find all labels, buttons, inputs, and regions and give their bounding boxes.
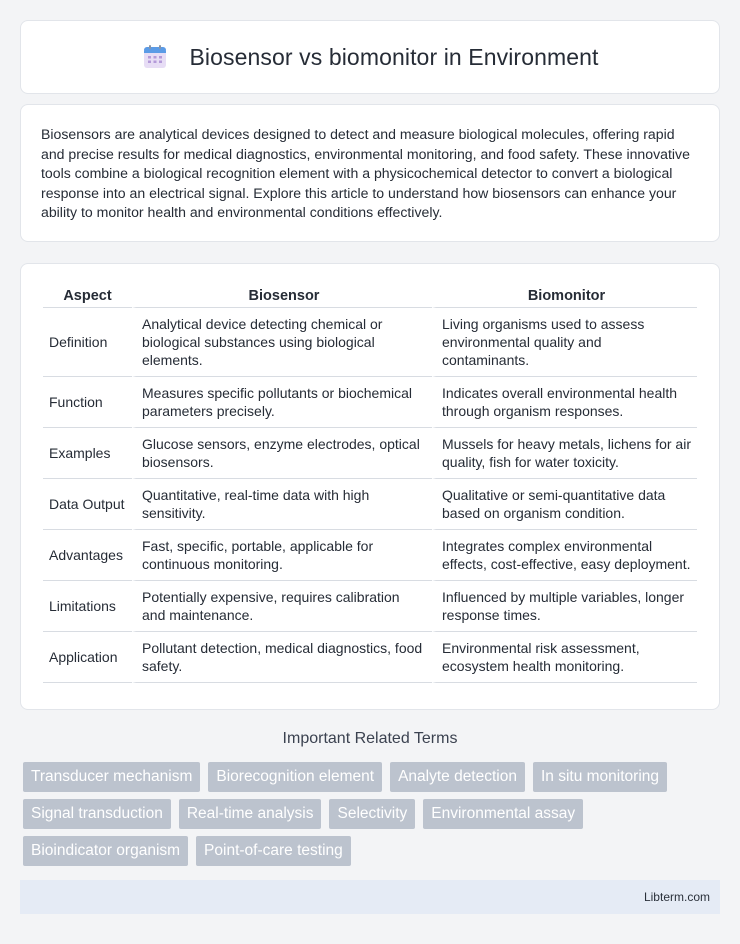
tag-real-time-analysis[interactable]: Real-time analysis xyxy=(179,799,322,829)
tag-biorecognition-element[interactable]: Biorecognition element xyxy=(208,762,382,792)
title-wrap xyxy=(141,43,598,71)
page-title: Biosensor vs biomonitor in Environment xyxy=(189,43,599,70)
tag-signal-transduction[interactable]: Signal transduction xyxy=(23,799,171,829)
table-row xyxy=(43,479,697,530)
tag-point-of-care-testing[interactable]: Point-of-care testing xyxy=(196,836,351,866)
tag-in-situ-monitoring[interactable]: In situ monitoring xyxy=(533,762,667,792)
biomonitor-cell: Integrates complex environmental effects, cost-effective, easy deployment. xyxy=(432,530,697,581)
related-terms-title: Important Related Terms xyxy=(282,730,458,747)
table-header-row xyxy=(43,284,697,308)
biomonitor-cell: Qualitative or semi-quantitative data based on organism condition. xyxy=(432,479,697,530)
calendar-icon xyxy=(141,43,169,71)
aspect-cell: Limitations xyxy=(43,581,132,632)
biomonitor-cell: Living organisms used to assess environmental quality and contaminants. xyxy=(432,308,697,377)
tag-bioindicator-organism[interactable]: Bioindicator organism xyxy=(23,836,188,866)
tag-selectivity[interactable]: Selectivity xyxy=(329,799,415,829)
table-row xyxy=(43,530,697,581)
aspect-cell: Function xyxy=(43,377,132,428)
header-aspect: Aspect xyxy=(43,284,132,308)
aspect-cell: Examples xyxy=(43,428,132,479)
comparison-card xyxy=(20,263,720,710)
related-terms-tags xyxy=(23,762,723,866)
biosensor-cell: Glucose sensors, enzyme electrodes, optical biosensors. xyxy=(132,428,432,479)
aspect-cell: Definition xyxy=(43,308,132,377)
table-row xyxy=(43,632,697,683)
biosensor-cell: Potentially expensive, requires calibration and maintenance. xyxy=(132,581,432,632)
aspect-cell: Advantages xyxy=(43,530,132,581)
table-row xyxy=(43,428,697,479)
table-row xyxy=(43,377,697,428)
intro-card xyxy=(20,104,720,242)
biomonitor-cell: Indicates overall environmental health through organism responses. xyxy=(432,377,697,428)
tag-analyte-detection[interactable]: Analyte detection xyxy=(390,762,525,792)
header-biosensor: Biosensor xyxy=(132,284,432,308)
tag-transducer-mechanism[interactable]: Transducer mechanism xyxy=(23,762,200,792)
biosensor-cell: Quantitative, real-time data with high sensitivity. xyxy=(132,479,432,530)
comparison-table xyxy=(43,284,697,683)
aspect-cell: Data Output xyxy=(43,479,132,530)
header-biomonitor: Biomonitor xyxy=(432,284,697,308)
intro-paragraph: Biosensors are analytical devices designed to detect and measure biological molecules, offering rapid and precise results for medical diagnostics, environmental monitoring, and food safety. These innovative tools combine a biological recognition element with a physicochemical detector to convert a biological response into an electrical signal. Explore this article to understand how biosensors can enhance your ability to monitor health and environmental conditions effectively. xyxy=(41,126,690,220)
biomonitor-cell: Influenced by multiple variables, longer response times. xyxy=(432,581,697,632)
biosensor-cell: Pollutant detection, medical diagnostics, food safety. xyxy=(132,632,432,683)
footer xyxy=(20,880,720,914)
tag-environmental-assay[interactable]: Environmental assay xyxy=(423,799,583,829)
biosensor-cell: Analytical device detecting chemical or biological substances using biological elements. xyxy=(132,308,432,377)
biomonitor-cell: Mussels for heavy metals, lichens for air quality, fish for water toxicity. xyxy=(432,428,697,479)
table-row xyxy=(43,581,697,632)
aspect-cell: Application xyxy=(43,632,132,683)
table-row xyxy=(43,308,697,377)
header-card xyxy=(20,20,720,94)
footer-site-link[interactable]: Libterm.com xyxy=(643,890,710,904)
biosensor-cell: Measures specific pollutants or biochemical parameters precisely. xyxy=(132,377,432,428)
biosensor-cell: Fast, specific, portable, applicable for continuous monitoring. xyxy=(132,530,432,581)
biomonitor-cell: Environmental risk assessment, ecosystem health monitoring. xyxy=(432,632,697,683)
